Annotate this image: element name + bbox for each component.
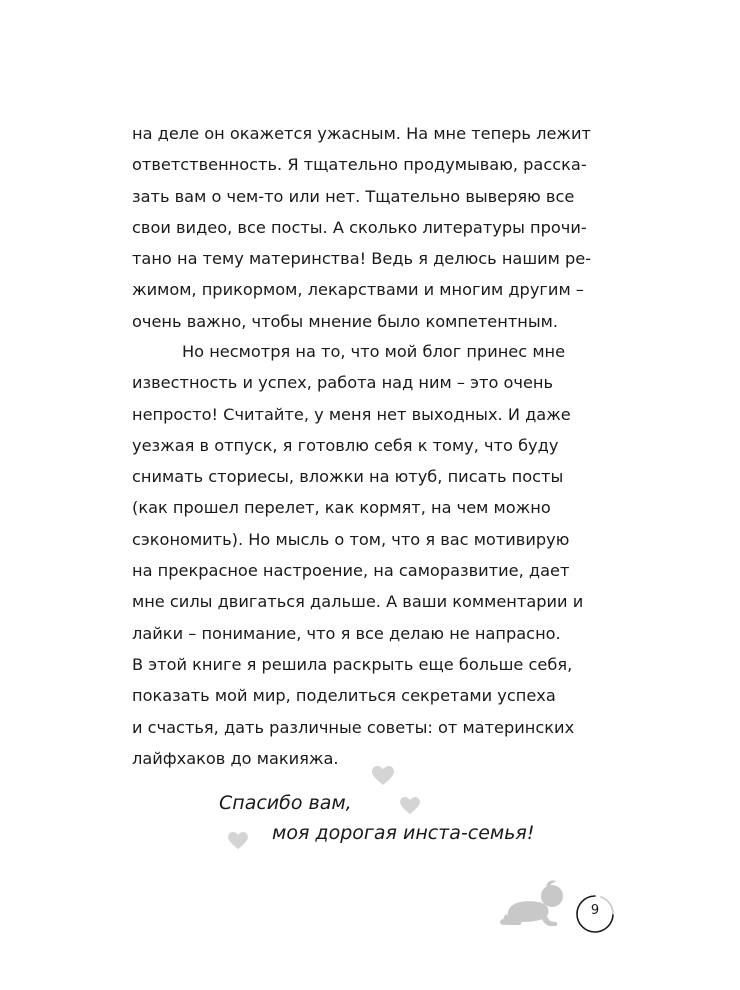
- heart-icon: [228, 832, 248, 850]
- text-line: В этой книге я решила раскрыть еще больше себя,: [132, 654, 573, 674]
- text-line: Но несмотря на то, что мой блог принес мне: [182, 342, 566, 361]
- text-line: на деле он окажется ужасным. На мне теперь лежит: [132, 124, 591, 143]
- text-line: известность и успех, работа над ним – это очень: [132, 373, 554, 393]
- signoff-line-2: моя дорогая инста-семья!: [272, 822, 535, 844]
- text-line: лайки – понимание, что я все делаю не напрасно.: [132, 623, 561, 643]
- heart-icon: [372, 766, 394, 786]
- text-line: снимать сториесы, вложки на ютуб, писать посты: [132, 467, 564, 487]
- text-line: сэкономить). Но мысль о том, что я вас мотивирую: [132, 529, 570, 549]
- text-line: мне силы двигаться дальше. А ваши комментарии и: [132, 592, 584, 612]
- text-line: очень важно, чтобы мнение было компетентным.: [132, 311, 559, 331]
- text-line: показать мой мир, поделиться секретами успеха: [132, 686, 556, 706]
- page-number: 9: [590, 903, 600, 918]
- text-line: непросто! Считайте, у меня нет выходных. И даже: [132, 404, 571, 424]
- signoff-line-1: Спасибо вам,: [219, 792, 352, 814]
- crawling-baby-icon: [500, 878, 572, 930]
- body-paragraph-2: [132, 336, 584, 774]
- body-paragraph-1: [132, 118, 592, 337]
- text-line: свои видео, все посты. А сколько литературы прочи-: [132, 217, 587, 237]
- text-line: тано на тему материнства! Ведь я делюсь нашим ре-: [132, 249, 592, 269]
- text-line: уезжая в отпуск, я готовлю себя к тому, что буду: [132, 435, 559, 455]
- text-line: жимом, прикормом, лекарствами и многим другим –: [132, 280, 584, 300]
- text-line: зать вам о чем-то или нет. Тщательно выверяю все: [132, 186, 575, 206]
- text-line: лайфхаков до макияжа.: [132, 748, 339, 768]
- text-line: и счастья, дать различные советы: от материнских: [132, 717, 575, 737]
- text-line: на прекрасное настроение, на саморазвитие, дает: [132, 561, 570, 581]
- page-number-badge: [571, 890, 619, 938]
- text-line: (как прошел перелет, как кормят, на чем можно: [132, 498, 551, 518]
- heart-icon: [400, 797, 420, 815]
- text-line: ответственность. Я тщательно продумываю, расска-: [132, 155, 587, 175]
